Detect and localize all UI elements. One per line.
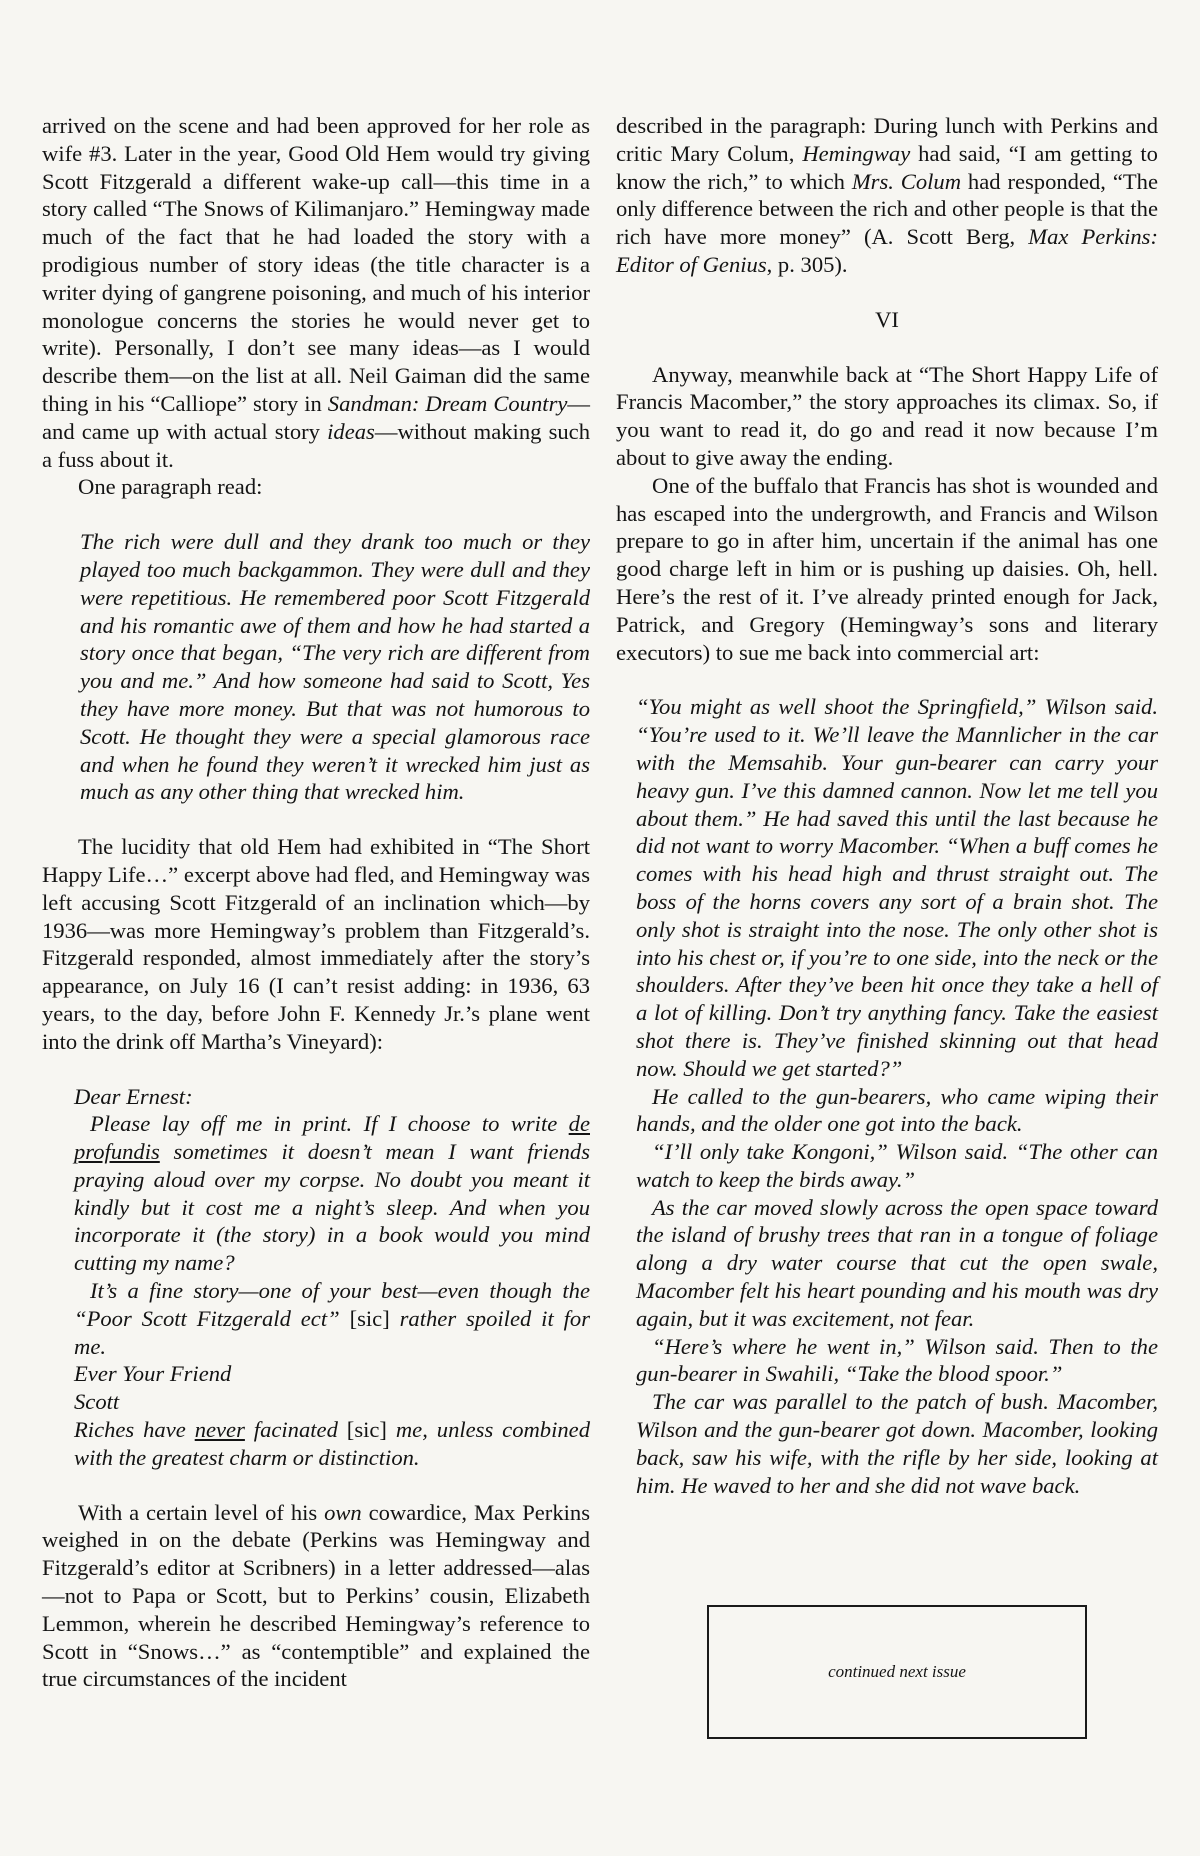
letter-text: Riches have [74, 1417, 195, 1443]
paragraph [616, 112, 1158, 279]
letter-text: facinated [244, 1417, 347, 1443]
quote-text: The car was parallel to the patch of bush. Macomber, Wilson and the gun-bearer got down. Macomber, looking back, saw his wife, with the rifle by her side, looking at him. He waved to her and she did not wave back. [636, 1389, 1158, 1498]
paragraph: One of the buffalo that Francis has shot is wounded and has escaped into the undergrowth, and Francis and Wilson prepare to go in after him, uncertain if the animal has one good charge left in him or is pushing up daisies. Oh, hell. Here’s the rest of it. I’ve already printed enough for Jack, Patrick, and Gregory (Hemingway’s sons and literary executors) to sue me back into commercial art: [616, 472, 1158, 665]
underlined-word: never [194, 1417, 245, 1443]
letter-paragraph [74, 1110, 590, 1277]
letter-closing: Ever Your Friend [74, 1361, 232, 1387]
sic-note: [sic] [349, 1305, 390, 1331]
paragraph-text: —and came up with actual story [42, 390, 590, 444]
block-quote [636, 693, 1158, 1499]
letter-text: rather spoiled it for me. [74, 1305, 591, 1359]
letter-text: sometimes it doesn’t mean I want friends praying aloud over my corpse. No doubt you meant it kindly but it cost me a night’s sleep. And when you incorporate it (the story) in a book would you mind cutting my name? [74, 1139, 590, 1276]
quote-text: The rich were dull and they drank too much or they played too much backgammon. They were dull and they were repetitious. He remembered poor Scott Fitzgerald and his romantic awe of them and how he had started a story once that began, “The very rich are different from you and me.” And how someone had said to Scott, Yes they have more money. But that was not humorous to Scott. He thought they were a special glamorous race and when he found they weren’t it wrecked him just as much as any other thing that wrecked him. [80, 529, 590, 805]
continued-text: continued next issue [828, 1662, 966, 1681]
italic-word: own [324, 1499, 362, 1525]
letter-quote [74, 1083, 590, 1472]
italic-title: Sandman: Dream Country [327, 390, 568, 416]
quote-text: As the car moved slowly across the open space toward the island of brushy trees that ran in a tongue of foliage along a dry water course that cut the open swale, Macomber felt his heart pounding and his mouth was dry again, but it was excitement, not fear. [636, 1194, 1158, 1331]
letter-text: Please lay off me in print. If I choose to write [90, 1111, 569, 1137]
sic-note: [sic] [346, 1417, 387, 1443]
block-quote [80, 528, 590, 806]
paragraph-text: With a certain level of his [78, 1499, 325, 1525]
paragraph-text: had said, “I am getting to know the rich,” to which [616, 140, 1158, 194]
left-column [42, 112, 590, 1693]
paragraph: One paragraph read: [78, 474, 263, 500]
quote-text: “Here’s where he went in,” Wilson said. Then to the gun-bearer in Swahili, “Take the blood spoor.” [636, 1333, 1158, 1387]
continued-box [707, 1605, 1087, 1739]
letter-postscript [74, 1416, 590, 1472]
letter-salutation: Dear Ernest: [74, 1083, 193, 1109]
letter-text: me, unless combined with the greatest charm or distinction. [74, 1417, 591, 1470]
section-heading: VI [875, 306, 899, 332]
italic-word: ideas [327, 418, 375, 444]
letter-paragraph [74, 1277, 590, 1360]
paragraph-text: cowardice, Max Perkins weighed in on the debate (Perkins was Hemingway and Fitzgerald’s editor at Scribners) in a letter addressed—alas—not to Papa or Scott, but to Perkins’ cousin, Elizabeth Lemmon, wherein he described Hemingway’s reference to Scott in “Snows…” as “contemptible” and explained the true circumstances of the incident [42, 1499, 590, 1692]
paragraph-text: —without making such a fuss about it. [42, 418, 590, 472]
paragraph-text: arrived on the scene and had been approved for her role as wife #3. Later in the year, Good Old Hem would try giving Scott Fitzgerald a different wake-up call—this time in a story called “The Snows of Kilimanjaro.” Hemingway made much of the fact that he had loaded the story with a prodigious number of story ideas (the title character is a writer dying of gangrene poisoning, and much of his interior monologue concerns the stories he would never get to write). Personally, I don’t see many ideas—as I would describe them—on the list at all. Neil Gaiman did the same thing in his “Calliope” story in [42, 113, 590, 416]
italic-title: Max Perkins: Editor of Genius [616, 224, 1158, 277]
underlined-phrase: de profundis [74, 1111, 590, 1165]
italic-name: Hemingway [802, 140, 911, 166]
letter-text: It’s a fine story—one of your best—even though the “Poor Scott Fitzgerald ect” [74, 1278, 590, 1331]
paragraph [42, 112, 590, 473]
italic-name: Mrs. Colum [851, 168, 962, 194]
paragraph-text: had responded, “The only difference between the rich and other people is that the rich have more money” (A. Scott Berg, [616, 168, 1158, 250]
paragraph [42, 1499, 590, 1694]
paragraph: Anyway, meanwhile back at “The Short Happy Life of Francis Macomber,” the story approaches its climax. So, if you want to read it, do go and read it now because I’m about to give away the ending. [616, 361, 1158, 470]
paragraph-text: , p. 305). [766, 251, 848, 277]
quote-text: “I’ll only take Kongoni,” Wilson said. “The other can watch to keep the birds away.” [636, 1139, 1158, 1192]
paragraph-text: described in the paragraph: During lunch with Perkins and critic Mary Colum, [616, 113, 1158, 166]
letter-signature: Scott [74, 1389, 120, 1415]
quote-text: “You might as well shoot the Springfield,” Wilson said. “You’re used to it. We’ll leave the Mannlicher in the car with the Memsahib. Your gun-bearer can carry your heavy gun. I’ve this damned cannon. Now let me tell you about them.” He had saved this until the last because he did not want to worry Macomber. “When a buff comes he comes with his head high and thrust straight out. The boss of the horns covers any sort of a brain shot. The only shot is straight into the nose. The only other shot is into his chest or, if you’re to one side, into the neck or the shoulders. After they’ve been hit once they take a hell of a lot of killing. Don’t try anything fancy. Take the easiest shot there is. They’ve finished skinning out that head now. Should we get started?” [636, 694, 1158, 1081]
right-column [616, 112, 1158, 1499]
quote-text: He called to the gun-bearers, who came wiping their hands, and the older one got into the back. [636, 1083, 1158, 1137]
paragraph: The lucidity that old Hem had exhibited in “The Short Happy Life…” excerpt above had fled, and Hemingway was left accusing Scott Fitzgerald of an inclination which—by 1936—was more Hemingway’s problem than Fitzgerald’s. Fitzgerald responded, almost immediately after the story’s appearance, on July 16 (I can’t resist adding: in 1936, 63 years, to the day, before John F. Kennedy Jr.’s plane went into the drink off Martha’s Vineyard): [42, 834, 590, 1054]
